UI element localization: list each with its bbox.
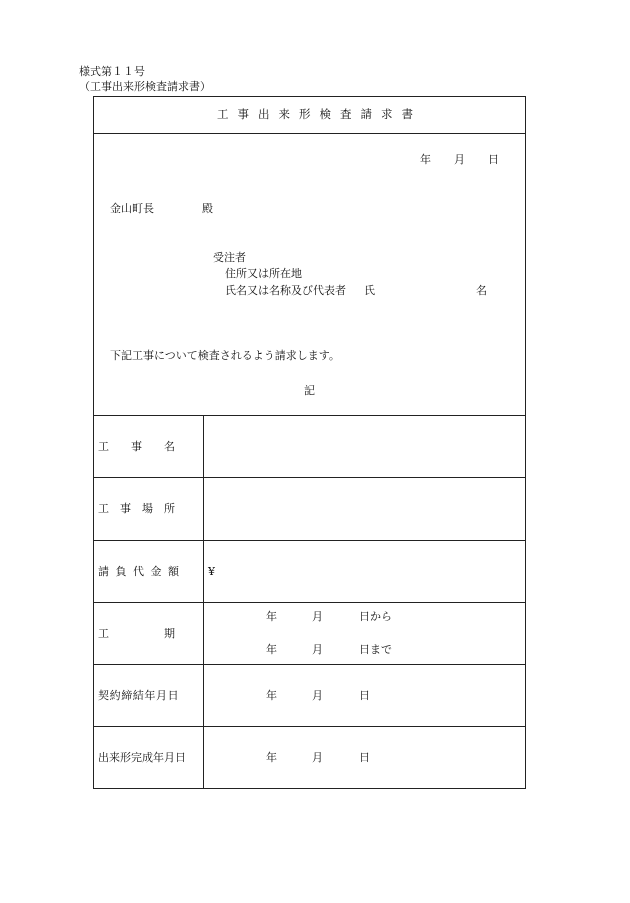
- period-to-year: 年: [266, 643, 277, 656]
- applicant-role: 受注者: [213, 251, 246, 264]
- applicant-name-prefix: 氏: [364, 284, 375, 297]
- title-divider: [93, 133, 526, 134]
- addressee-honorific: 殿: [202, 202, 213, 215]
- contract-date-year: 年: [266, 689, 277, 702]
- table-top-line: [93, 415, 526, 416]
- period-from-year: 年: [266, 610, 277, 623]
- row-line-5: [93, 726, 526, 727]
- document-title: 工事出来形検査請求書: [217, 107, 422, 121]
- row-line-2: [93, 540, 526, 541]
- table-column-divider: [203, 415, 204, 789]
- row-line-1: [93, 477, 526, 478]
- label-contract-amount: 請負代金額: [98, 565, 186, 578]
- label-contract-date: 契約締結年月日: [98, 689, 180, 702]
- yen-mark: ¥: [208, 565, 215, 578]
- period-from-month: 月: [312, 610, 323, 623]
- contract-date-day: 日: [359, 689, 370, 702]
- applicant-name-label: 氏名又は名称及び代表者: [225, 284, 346, 297]
- request-text: 下記工事について検査されるよう請求します。: [110, 349, 340, 362]
- applicant-address-label: 住所又は所在地: [225, 267, 302, 280]
- completion-date-day: 日: [359, 751, 370, 764]
- label-work-location: 工 事 場 所: [98, 502, 175, 515]
- form-subtitle: （工事出来形検査請求書）: [79, 80, 211, 93]
- label-work-name: 工 事 名: [98, 440, 175, 453]
- period-to-day: 日まで: [359, 643, 392, 656]
- date-day: 日: [488, 153, 499, 166]
- row-line-3: [93, 602, 526, 603]
- period-to-month: 月: [312, 643, 323, 656]
- form-number: 様式第１１号: [79, 65, 145, 78]
- date-month: 月: [454, 153, 465, 166]
- addressee-name: 金山町長: [110, 202, 154, 215]
- label-period: 工 期: [98, 627, 175, 640]
- applicant-name-suffix: 名: [476, 284, 487, 297]
- completion-date-year: 年: [266, 751, 277, 764]
- contract-date-month: 月: [312, 689, 323, 702]
- row-line-4: [93, 664, 526, 665]
- label-completion-date: 出来形完成年月日: [98, 751, 186, 764]
- ki-mark: 記: [304, 384, 315, 397]
- period-from-day: 日から: [359, 610, 392, 623]
- completion-date-month: 月: [312, 751, 323, 764]
- date-year: 年: [420, 153, 431, 166]
